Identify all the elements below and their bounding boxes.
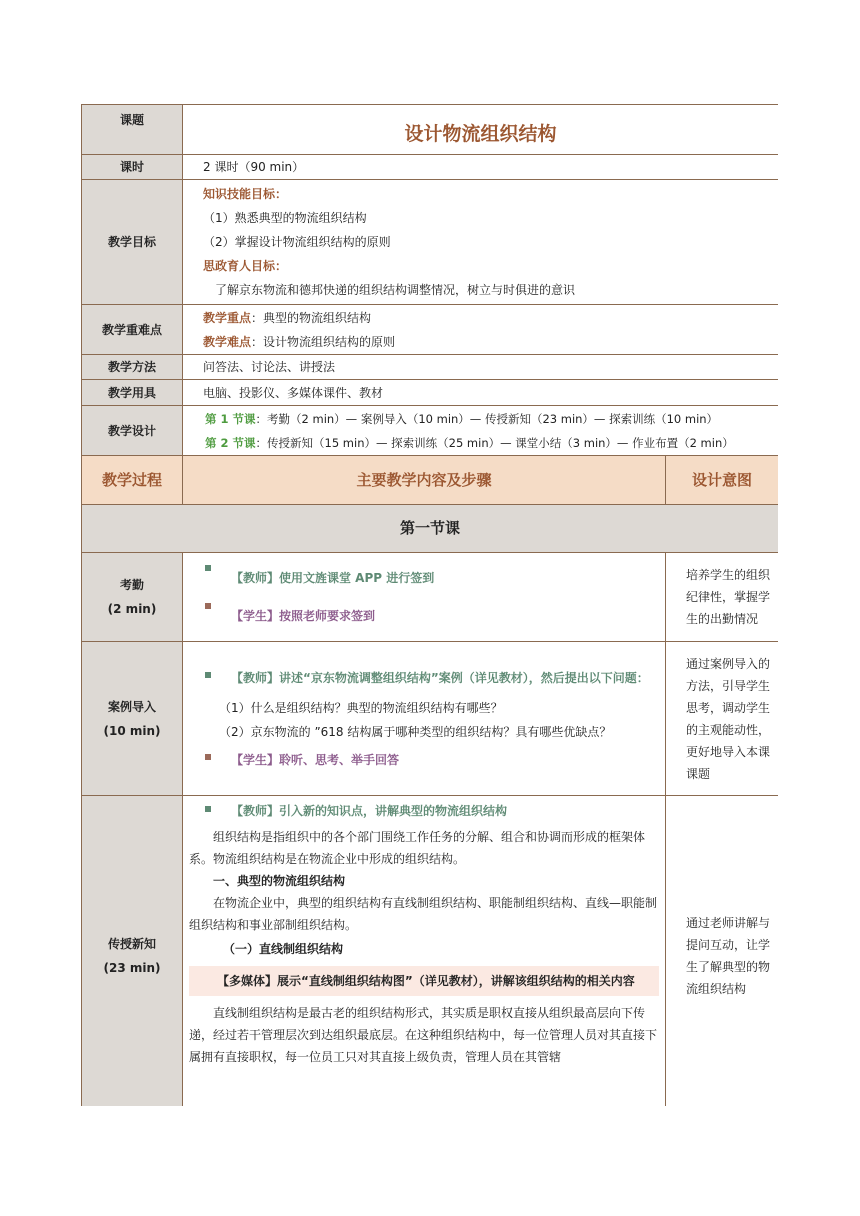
topic-label: 课题 [82,105,183,155]
process-header-row [82,456,779,505]
hours-label: 课时 [82,155,183,180]
goals-content [183,180,779,305]
design-1-label: 第 1 节课 [205,411,256,426]
goal-ideology-1: 了解京东物流和德邦快递的组织结构调整情况，树立与时俱进的意识 [215,283,576,297]
method-row [82,355,779,380]
tools-value: 电脑、投影仪、多媒体课件、教材 [183,380,779,406]
bullet-square-icon [205,806,211,812]
case-question-1: （1）什么是组织结构？典型的物流组织结构有哪些？ [219,700,503,715]
case-student: 【学生】聆听、思考、举手回答 [231,752,400,767]
case-time: (10 min) [103,723,161,738]
process-header-col1: 教学过程 [82,456,183,505]
diff-label: 教学难点 [203,334,252,349]
tools-label: 教学用具 [82,380,183,406]
key-text: ：典型的物流组织结构 [251,310,372,325]
key-label: 教学重点 [203,310,252,325]
design-1-text: ：考勤（2 min）— 案例导入（10 min）— 传授新知（23 min）— 探索训练（10 min） [255,411,719,426]
case-intent: 通过案例导入的方法，引导学生思考，调动学生的主观能动性，更好地导入本课课题 [666,642,779,796]
teach-heading-2: （一）直线制组织结构 [223,942,344,956]
case-teacher-item [183,666,665,690]
case-label-cell [82,642,183,796]
teach-paragraph-1: 组织结构是指组织中的各个部门围绕工作任务的分解、组合和协调而形成的框架体系。物流组织结构是在物流企业中形成的组织结构。 [189,830,646,866]
bullet-square-icon [205,672,211,678]
attendance-content [183,553,666,642]
attendance-student-item [183,597,665,635]
lesson-plan-page [81,104,778,1106]
design-2-text: ：传授新知（15 min）— 探索训练（25 min）— 课堂小结（3 min）— 作业布置（2 min） [255,435,734,450]
bullet-square-icon [205,603,211,609]
multimedia-note: 【多媒体】展示“直线制组织结构图”（详见教材），讲解该组织结构的相关内容 [189,966,659,996]
case-row [82,642,779,796]
case-label: 案例导入 [107,699,156,714]
section-row [82,505,779,553]
attendance-label-cell [82,553,183,642]
diff-text: ：设计物流组织结构的原则 [251,334,396,349]
attendance-time: (2 min) [107,602,157,616]
case-content [183,642,666,796]
teach-label-cell [82,796,183,1107]
hours-value: 2 课时（90 min） [183,155,779,180]
method-value: 问答法、讨论法、讲授法 [183,355,779,380]
process-header-col2: 主要教学内容及步骤 [183,456,666,505]
case-student-item [183,748,665,772]
topic-row [82,105,779,155]
teach-teacher: 【教师】引入新的知识点，讲解典型的物流组织结构 [231,804,508,818]
goal-ideology-title: 思政育人目标： [203,259,288,273]
teach-label: 传授新知 [107,936,156,951]
teach-content [183,796,666,1107]
case-question-2: （2）京东物流的 ”618 结构属于哪种类型的组织结构？具有哪些优缺点？ [219,724,612,739]
method-label: 教学方法 [82,355,183,380]
design-2-label: 第 2 节课 [205,435,256,450]
attendance-label: 考勤 [119,578,144,592]
keypoints-label: 教学重难点 [82,305,183,355]
goal-knowledge-2: （2）掌握设计物流组织结构的原则 [203,235,391,249]
teach-intent: 通过老师讲解与提问互动，让学生了解典型的物流组织结构 [666,796,779,1107]
section-title: 第一节课 [82,505,779,553]
teach-paragraph-3: 直线制组织结构是最古老的组织结构形式，其实质是职权直接从组织最高层向下传递，经过若干管理层次到达组织最底层。在这种组织结构中，每一位管理人员对其直接下属拥有直接职权，每一位员工只对其直接上级负责，管理人员在其管辖 [189,1006,658,1064]
tools-row [82,380,779,406]
teach-row [82,796,779,1107]
attendance-intent: 培养学生的组织纪律性，掌握学生的出勤情况 [666,553,779,642]
lesson-title: 设计物流组织结构 [183,105,779,155]
attendance-row [82,553,779,642]
process-header-col3: 设计意图 [666,456,779,505]
goal-knowledge-1: （1）熟悉典型的物流组织结构 [203,211,367,225]
keypoints-content [183,305,779,355]
bullet-square-icon [205,565,211,571]
design-content [183,406,779,456]
attendance-teacher: 【教师】使用文旌课堂 APP 进行签到 [231,571,435,585]
teach-heading-1: 一、典型的物流组织结构 [213,874,346,888]
design-label: 教学设计 [82,406,183,456]
goal-knowledge-title: 知识技能目标： [203,187,288,201]
bullet-square-icon [205,754,211,760]
lesson-plan-table [81,104,778,1106]
attendance-student: 【学生】按照老师要求签到 [231,609,376,623]
teach-teacher-item [183,800,665,822]
teach-time: (23 min) [103,960,161,975]
goals-label: 教学目标 [82,180,183,305]
keypoints-row [82,305,779,355]
goals-row [82,180,779,305]
attendance-teacher-item [183,559,665,597]
design-row [82,406,779,456]
hours-row [82,155,779,180]
teach-paragraph-2: 在物流企业中，典型的组织结构有直线制组织结构、职能制组织结构、直线—职能制组织结构和事业部制组织结构。 [189,896,658,932]
case-teacher: 【教师】讲述“京东物流调整组织结构”案例（详见教材），然后提出以下问题： [231,670,649,685]
